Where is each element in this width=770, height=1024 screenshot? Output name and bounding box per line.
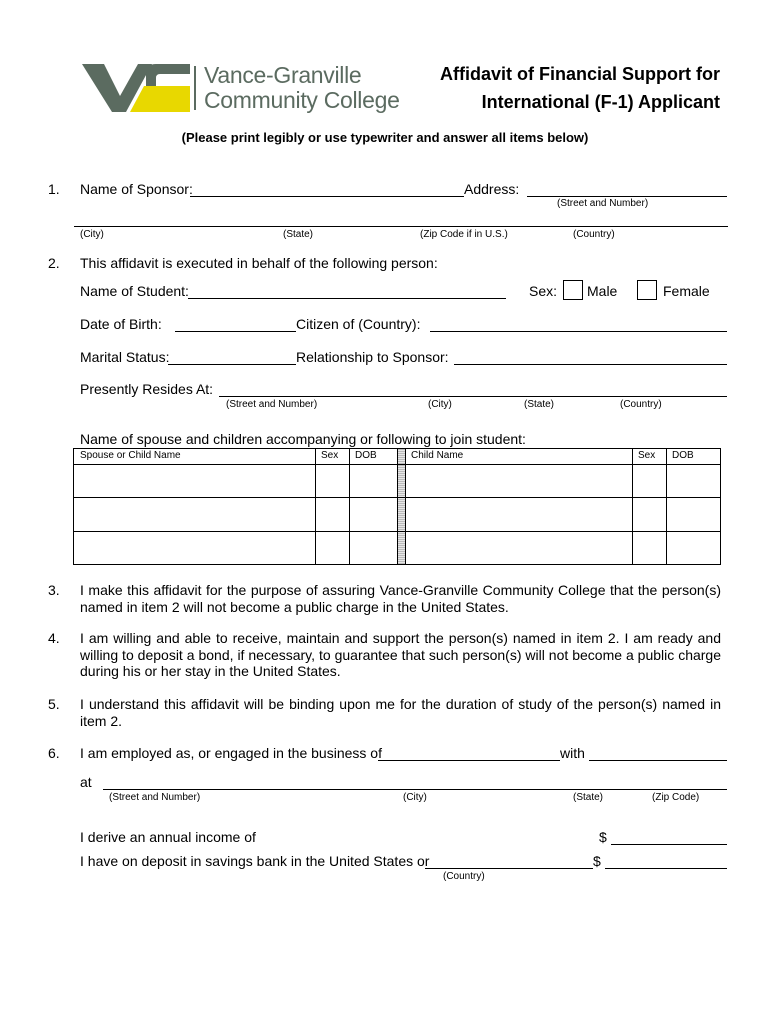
table-row[interactable] — [74, 465, 315, 497]
table-row[interactable] — [406, 498, 632, 531]
col-right-sex: Sex — [638, 450, 656, 461]
item4-text: I am willing and able to receive, maintain and support the person(s) named in item 2. I am ready and willing to deposit a bond, if necessary, to guarantee that such person(s) will not become a public charge during his or her stay in the United States. — [80, 630, 721, 679]
relationship-label: Relationship to Sponsor: — [296, 349, 449, 365]
table-row[interactable] — [406, 532, 632, 565]
dob-field[interactable] — [175, 331, 296, 332]
resides-country-caption: (Country) — [620, 399, 662, 410]
table-row[interactable] — [74, 498, 315, 531]
sponsor-field[interactable] — [190, 196, 464, 197]
address-label: Address: — [464, 181, 520, 197]
item5-number: 5. — [48, 696, 60, 712]
deposit-dollar: $ — [593, 853, 601, 869]
emp-state-caption: (State) — [573, 792, 604, 803]
item2-intro: This affidavit is executed in behalf of the following person: — [80, 255, 438, 271]
sponsor-label: Name of Sponsor: — [80, 181, 193, 197]
emp-zip-caption: (Zip Code) — [652, 792, 700, 803]
resides-state-caption: (State) — [524, 399, 555, 410]
table-row[interactable] — [406, 465, 632, 497]
col-right-dob: DOB — [672, 450, 694, 461]
address-field[interactable] — [527, 196, 727, 197]
employer-address-field[interactable] — [103, 789, 727, 790]
item2-number: 2. — [48, 255, 60, 271]
instructions: (Please print legibly or use typewriter and answer all items below) — [181, 130, 589, 145]
emp-street-caption: (Street and Number) — [109, 792, 201, 803]
col-left-dob: DOB — [355, 450, 377, 461]
at-label: at — [80, 774, 92, 790]
form-title-line2: International (F-1) Applicant — [481, 92, 720, 112]
item1-number: 1. — [48, 181, 60, 197]
logo-line2: Community College — [204, 87, 400, 113]
female-checkbox[interactable] — [637, 280, 657, 300]
female-label: Female — [663, 283, 710, 299]
marital-field[interactable] — [168, 364, 296, 365]
state-caption: (State) — [283, 229, 314, 240]
with-label: with — [560, 745, 585, 761]
item4-number: 4. — [48, 630, 60, 646]
income-label: I derive an annual income of — [80, 829, 256, 845]
table-row[interactable] — [74, 532, 315, 565]
student-name-field[interactable] — [188, 298, 506, 299]
sex-label: Sex: — [529, 283, 558, 299]
zip-caption: (Zip Code if in U.S.) — [420, 229, 508, 240]
emp-city-caption: (City) — [403, 792, 427, 803]
col-left-sex: Sex — [321, 450, 339, 461]
income-field[interactable] — [611, 844, 727, 845]
item3-text: I make this affidavit for the purpose of assuring Vance-Granville Community College that the person(s) named in item 2 will not become a public charge in the United States. — [80, 582, 721, 615]
col-child-name: Child Name — [411, 450, 464, 461]
resides-street-caption: (Street and Number) — [226, 399, 318, 410]
col-spouse-name: Spouse or Child Name — [80, 450, 181, 461]
business-field[interactable] — [378, 760, 560, 761]
item6-number: 6. — [48, 745, 60, 761]
country-caption: (Country) — [573, 229, 615, 240]
male-label: Male — [587, 283, 618, 299]
dependents-table — [73, 448, 721, 565]
resides-city-caption: (City) — [428, 399, 452, 410]
table-divider-shade — [397, 449, 405, 564]
spouse-heading: Name of spouse and children accompanying or following to join student: — [80, 431, 526, 447]
student-label: Name of Student: — [80, 283, 189, 299]
college-logo — [80, 60, 410, 116]
male-checkbox[interactable] — [563, 280, 583, 300]
item3-number: 3. — [48, 582, 60, 598]
dob-label: Date of Birth: — [80, 316, 162, 332]
resides-field[interactable] — [219, 396, 727, 397]
sponsor-city-state-line[interactable] — [74, 226, 728, 227]
deposit-amount-field[interactable] — [605, 868, 727, 869]
marital-label: Marital Status: — [80, 349, 170, 365]
logo-line1: Vance-Granville — [204, 62, 362, 88]
income-dollar: $ — [599, 829, 607, 845]
deposit-label: I have on deposit in savings bank in the United States or — [80, 853, 430, 869]
vg-logo-mark-icon — [80, 60, 192, 116]
street-caption: (Street and Number) — [557, 198, 649, 209]
city-caption: (City) — [80, 229, 104, 240]
citizen-field[interactable] — [430, 331, 727, 332]
relationship-field[interactable] — [454, 364, 727, 365]
employed-label: I am employed as, or engaged in the business of — [80, 745, 382, 761]
item5-text: I understand this affidavit will be binding upon me for the duration of study of the person(s) named in item 2. — [80, 696, 721, 729]
citizen-label: Citizen of (Country): — [296, 316, 421, 332]
resides-label: Presently Resides At: — [80, 381, 214, 397]
deposit-country-caption: (Country) — [443, 871, 485, 882]
deposit-country-field[interactable] — [425, 868, 593, 869]
form-title-line1: Affidavit of Financial Support for — [440, 64, 720, 84]
employer-field[interactable] — [589, 760, 727, 761]
